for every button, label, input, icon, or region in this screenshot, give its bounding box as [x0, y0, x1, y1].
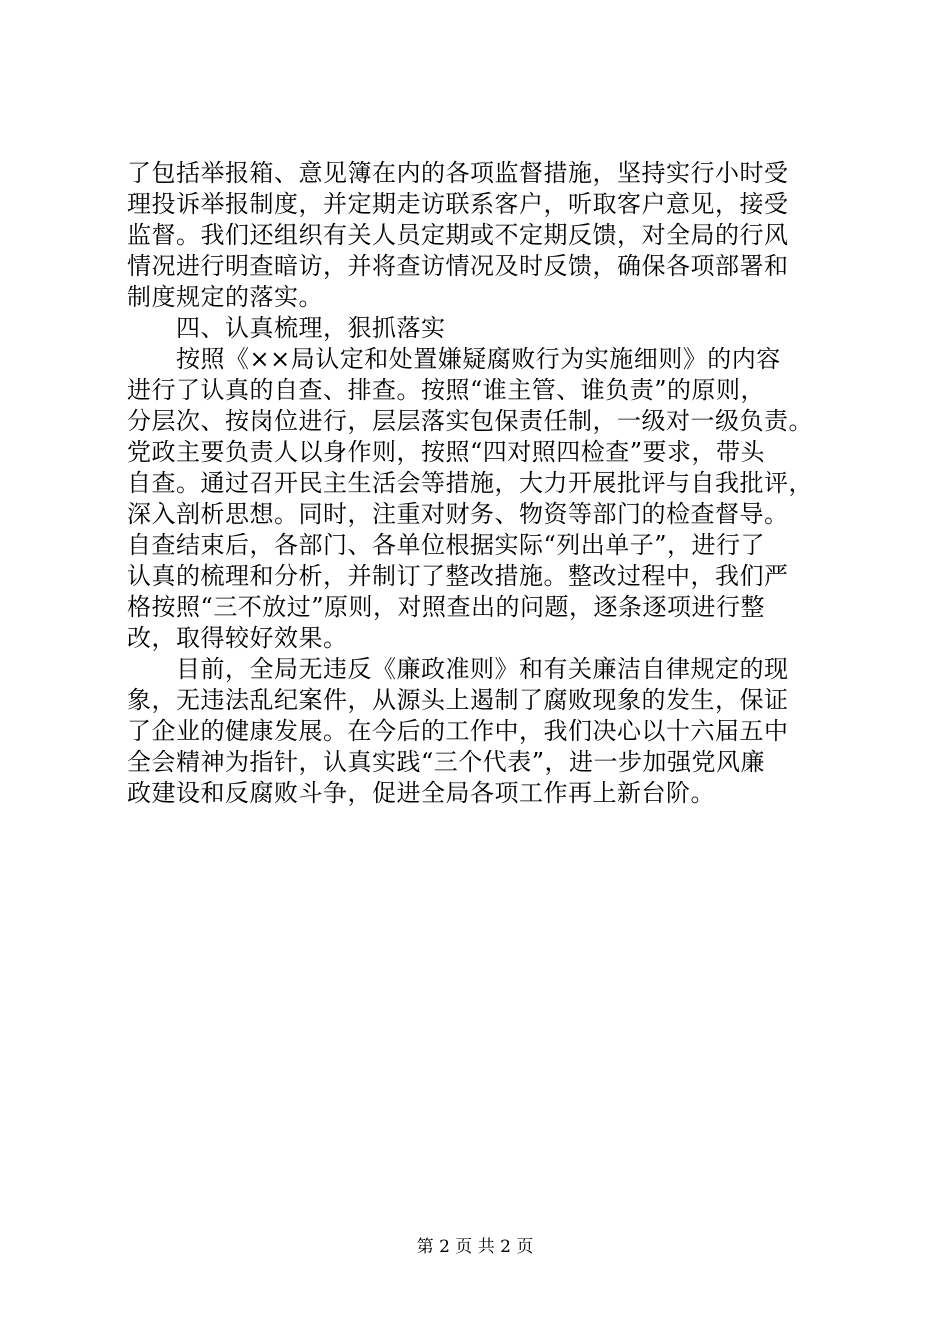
- text-line: 制度规定的落实。: [127, 283, 323, 311]
- text-line: 改，取得较好效果。: [127, 624, 348, 652]
- text-line: 了企业的健康发展。在今后的工作中，我们决心以十六届五中: [127, 717, 789, 745]
- text-line: 自查结束后，各部门、各单位根据实际“列出单子”，进行了: [127, 531, 766, 559]
- page-footer: 第 2 页 共 2 页: [416, 1237, 534, 1257]
- text-line: 自查。通过召开民主生活会等措施，大力开展批评与自我批评，: [127, 469, 813, 497]
- text-line: 全会精神为指针，认真实践“三个代表”，进一步加强党风廉: [127, 748, 766, 776]
- text-line: 分层次、按岗位进行，层层落实包保责任制，一级对一级负责。: [127, 407, 813, 435]
- text-line: 党政主要负责人以身作则，按照“四对照四检查”要求，带头: [127, 438, 766, 466]
- document-body: [127, 158, 847, 809]
- text-line: 进行了认真的自查、排查。按照“谁主管、谁负责”的原则，: [127, 376, 766, 404]
- text-line: 深入剖析思想。同时，注重对财务、物资等部门的检查督导。: [127, 500, 789, 528]
- text-line: 按照《××局认定和处置嫌疑腐败行为实施细则》的内容: [127, 345, 781, 373]
- section-heading: 四、认真梳理，狠抓落实: [127, 314, 446, 342]
- text-line: 理投诉举报制度，并定期走访联系客户，听取客户意见，接受: [127, 190, 789, 218]
- text-line: 政建设和反腐败斗争，促进全局各项工作再上新台阶。: [127, 779, 715, 807]
- text-line: 目前，全局无违反《廉政准则》和有关廉洁自律规定的现: [127, 655, 789, 683]
- text-line: 了包括举报箱、意见簿在内的各项监督措施，坚持实行小时受: [127, 159, 789, 187]
- text-line: 象，无违法乱纪案件，从源头上遏制了腐败现象的发生，保证: [127, 686, 789, 714]
- text-line: 监督。我们还组织有关人员定期或不定期反馈，对全局的行风: [127, 221, 789, 249]
- text-line: 情况进行明查暗访，并将查访情况及时反馈，确保各项部署和: [127, 252, 789, 280]
- text-line: 认真的梳理和分析，并制订了整改措施。整改过程中，我们严: [127, 562, 789, 590]
- text-line: 格按照“三不放过”原则，对照查出的问题，逐条逐项进行整: [127, 593, 766, 621]
